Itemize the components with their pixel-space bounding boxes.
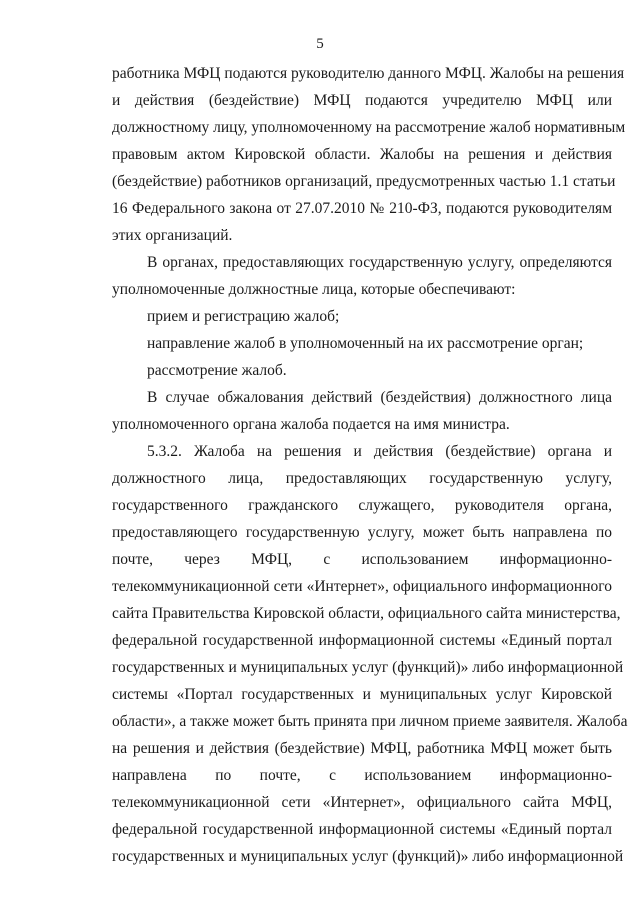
text-line: почте, через МФЦ, с использованием информационно- (112, 551, 612, 568)
list-item: прием и регистрацию жалоб; (147, 308, 340, 325)
text-line: телекоммуникационной сети «Интернет», официального информационного (112, 578, 612, 595)
text-line: и действия (бездействие) МФЦ подаются учредителю МФЦ или (112, 92, 612, 109)
list-item: рассмотрение жалоб. (147, 362, 287, 379)
page-number: 5 (316, 36, 324, 52)
text-line: телекоммуникационной сети «Интернет», официального сайта МФЦ, (112, 794, 612, 811)
text-line: уполномоченного органа жалоба подается на имя министра. (112, 416, 510, 433)
text-line: федеральной государственной информационной системы «Единый портал (112, 821, 612, 838)
text-line: на решения и действия (бездействие) МФЦ, работника МФЦ может быть (112, 740, 612, 757)
text-line: должностному лицу, уполномоченному на рассмотрение жалоб нормативным (112, 119, 626, 136)
text-line: системы «Портал государственных и муниципальных услуг Кировской (112, 686, 612, 703)
text-line: федеральной государственной информационной системы «Единый портал (112, 632, 612, 649)
text-line: направлена по почте, с использованием информационно- (112, 767, 612, 784)
text-line: должностного лица, предоставляющих государственную услугу, (112, 470, 612, 487)
text-line: государственного гражданского служащего, руководителя органа, (112, 497, 612, 514)
text-line: (бездействие) работников организаций, предусмотренных частью 1.1 статьи (112, 173, 616, 190)
text-line: сайта Правительства Кировской области, официального сайта министерства, (112, 605, 621, 622)
text-line: государственных и муниципальных услуг (функций)» либо информационной (112, 659, 624, 676)
text-line: государственных и муниципальных услуг (функций)» либо информационной (112, 848, 624, 865)
text-line: работника МФЦ подаются руководителю данного МФЦ. Жалобы на решения (112, 65, 625, 82)
text-line: этих организаций. (112, 227, 233, 244)
paragraph-first-line: 5.3.2. Жалоба на решения и действия (бездействие) органа и (147, 443, 612, 460)
paragraph-first-line: В органах, предоставляющих государственную услугу, определяются (147, 254, 612, 271)
text-line: области», а также может быть принята при личном приеме заявителя. Жалоба (112, 713, 628, 730)
paragraph-first-line: В случае обжалования действий (бездействия) должностного лица (147, 389, 612, 406)
text-line: уполномоченные должностные лица, которые обеспечивают: (112, 281, 516, 298)
text-line: правовым актом Кировской области. Жалобы на решения и действия (112, 146, 612, 163)
list-item: направление жалоб в уполномоченный на их рассмотрение орган; (147, 335, 584, 352)
text-line: 16 Федерального закона от 27.07.2010 № 210-ФЗ, подаются руководителям (112, 200, 612, 217)
text-line: предоставляющего государственную услугу, может быть направлена по (112, 524, 612, 541)
